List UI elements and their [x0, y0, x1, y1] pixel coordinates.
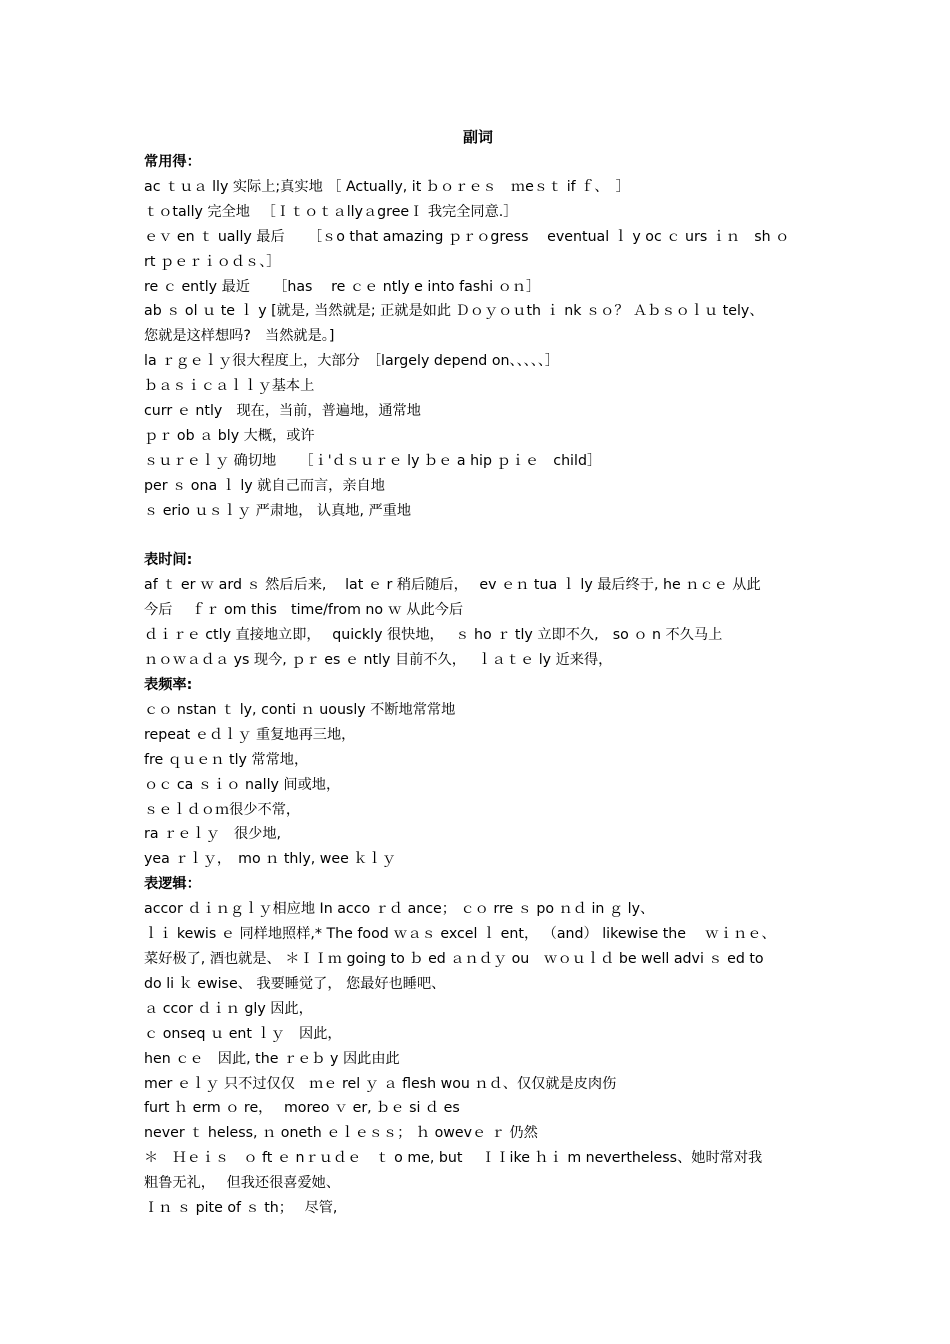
page-title: 副词 [462, 128, 493, 146]
text-line: ｃｏ nstan ｔ ly, conti ｎ uously 不断地常常地 [144, 701, 456, 718]
text-line: la ｒｇｅｌｙ很大程度上，大部分 ［largely depend on、、、、、］ [144, 353, 560, 370]
text-line: yea ｒｌｙ， mo ｎ thly, wee ｋｌｙ [144, 851, 396, 868]
text-line: ｐｒ ob ａ bly 大概，或许 [144, 427, 315, 444]
text-line: ｃ onseq ｕ ent ｌｙ 因此， [144, 1025, 342, 1042]
blank-line [144, 524, 812, 549]
text-line: ra ｒｅｌｙ 很少地, [144, 826, 282, 843]
text-line: ｓ erio ｕｓｌｙ 严肃地， 认真地, 严重地 [144, 502, 412, 519]
text-line: per ｓ ona ｌ ly 就自己而言，亲自地 [144, 477, 385, 494]
section-heading: 表时间: [144, 552, 193, 569]
text-line: ｌｉ kewis ｅ 同样地照样,* The food ｗａｓ excel ｌ ent， （and） likewise the ｗｉｎｅ、 [144, 926, 776, 943]
text-line: accor ｄｉｎｇｌｙ相应地 In acco ｒｄ ance； ｃｏ rre ｓ po ｎｄ in ｇ ly、 [144, 901, 655, 918]
text-lines [144, 150, 812, 1221]
text-line: hen ｃｅ 因此, the ｒｅｂ y 因此由此 [144, 1050, 400, 1067]
text-line: rt ｐｅｒｉｏｄｓ、］ [144, 253, 281, 270]
text-line: ac ｔｕａ lly 实际上;真实地 ［ Actually, it ｂｏｒｅｓ ｍeｓｔ if ｆ、 ］ [144, 178, 630, 195]
text-line: ｏｃ ca ｓｉｏ nally 间或地， [144, 776, 341, 793]
text-line: repeat ｅｄｌｙ 重复地再三地， [144, 726, 356, 743]
text-line: re ｃ ently 最近 ［has re ｃｅ ntly e into fashi ｏｎ］ [144, 278, 541, 295]
section-heading: 表频率: [144, 677, 193, 694]
text-line: af ｔ er ｗ ard ｓ 然后后来, lat ｅ r 稍后随后， ev ｅｎ tua ｌ ly 最后终于, he ｎｃｅ 从此 [144, 577, 761, 594]
section-heading: 表逻辑： [144, 876, 201, 893]
text-line: ｎｏｗａｄａ ys 现今, ｐｒ es ｅ ntly 目前不久， ｌａｔｅ ly 近来得， [144, 652, 613, 669]
text-line: ab ｓ ol ｕ te ｌ y [就是, 当然就是; 正就是如此 Ｄｏｙｏｕth ｉ nk ｓｏ？ Ａｂｓｏｌｕ tely、 [144, 303, 764, 320]
text-line: mer ｅｌｙ 只不过仅仅 ｍｅ rel ｙ ａ flesh wou ｎｄ、仅仅就是皮肉伤 [144, 1075, 617, 1092]
text-line: Ｉｎ ｓ pite of ｓ th； 尽管, [144, 1200, 338, 1217]
text-line: 您就是这样想吗? 当然就是。] [144, 328, 335, 345]
text-line: ｓｕｒｅｌｙ 确切地 ［ｉ'ｄｓｕｒｅ ly ｂｅ a hip ｐｉｅ child］ [144, 452, 602, 469]
document-body [144, 124, 812, 1221]
text-line: 菜好极了, 酒也就是、 ＊ＩＩｍ going to ｂ ed ａｎｄｙ ou ｗｏｕｌｄ be well advi ｓ ed to [144, 950, 764, 967]
text-line: do li ｋ ewise、 我要睡觉了， 您最好也睡吧、 [144, 975, 446, 992]
text-line: never ｔ heless, ｎ oneth ｅｌｅｓｓ； ｈ owevｅ ｒ 仍然 [144, 1125, 538, 1142]
text-line: ｓｅｌｄｏｍ很少不常， [144, 801, 301, 818]
text-line: ｂａｓｉｃａｌｌｙ基本上 [144, 378, 315, 395]
text-line: ＊ Ｈｅｉｓ ｏ ft ｅ nｒｕｄｅ ｔ o me, but ＩＩike ｈｉ m nevertheless、她时常对我 [144, 1150, 763, 1167]
text-line: furt ｈ erm ｏ re， moreo ｖ er, ｂｅ si ｄ es [144, 1100, 460, 1117]
text-line: ｄｉｒｅ ctly 直接地立即， quickly 很快地， ｓ ho ｒ tly 立即不久, so ｏ n 不久马上 [144, 627, 723, 644]
text-line: ｔｏtally 完全地 ［ＩｔｏｔａllyａgreeＩ 我完全同意.］ [144, 203, 518, 220]
text-line: ｅｖ en ｔ ually 最后 ［ｓo that amazing ｐｒｏgress eventual ｌ y oc ｃ urs ｉｎ sh ｏ [144, 228, 790, 245]
text-line: 今后 ｆｒ om this time/from no ｗ 从此今后 [144, 602, 464, 619]
text-line: 粗鲁无礼， 但我还很喜爱她、 [144, 1175, 341, 1192]
text-line: ａ ccor ｄｉｎ gly 因此， [144, 1000, 313, 1017]
section-heading: 常用得： [144, 154, 201, 170]
text-line: fre ｑｕｅｎ tly 常常地， [144, 751, 309, 768]
text-line: curr ｅ ntly 现在，当前，普遍地，通常地 [144, 403, 421, 420]
